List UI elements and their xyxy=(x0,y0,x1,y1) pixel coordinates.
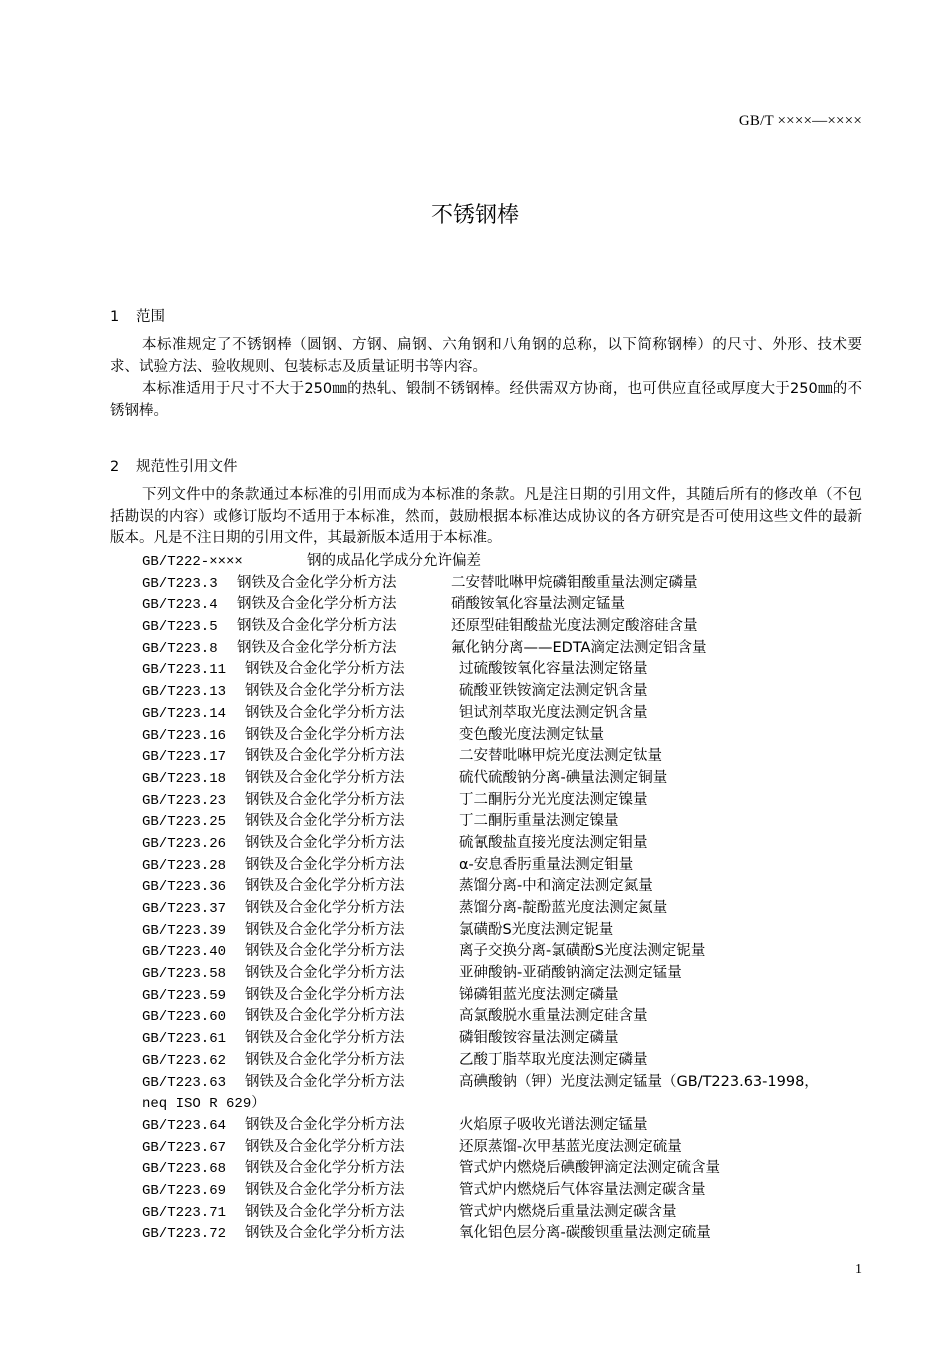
reference-method: 亚砷酸钠-亚硝酸钠滴定法测定锰量 xyxy=(459,965,682,982)
reference-code: GB/T223.3 xyxy=(142,575,218,592)
document-title: 不锈钢棒 xyxy=(430,203,519,228)
reference-item xyxy=(142,1137,862,1159)
reference-method: 氟化钠分离——EDTA滴定法测定铝含量 xyxy=(451,639,707,656)
reference-series: 钢铁及合金化学分析方法 xyxy=(237,596,397,613)
reference-item xyxy=(142,963,862,985)
reference-method: 管式炉内燃烧后气体容量法测定碳含量 xyxy=(459,1181,706,1198)
reference-code: GB/T223.17 xyxy=(142,749,227,766)
reference-series: 钢铁及合金化学分析方法 xyxy=(245,1008,405,1025)
reference-method: 离子交换分离-氯磺酚S光度法测定铌量 xyxy=(459,943,706,960)
reference-series: 钢铁及合金化学分析方法 xyxy=(245,986,405,1003)
reference-item xyxy=(142,1115,862,1137)
reference-method: 管式炉内燃烧后碘酸钾滴定法测定硫含量 xyxy=(459,1160,720,1177)
reference-method: 二安替吡啉甲烷磷钼酸重量法测定磷量 xyxy=(451,574,698,591)
reference-item xyxy=(142,551,862,573)
reference-method: 硝酸铵氧化容量法测定锰量 xyxy=(451,596,625,613)
reference-method: 高碘酸钠（钾）光度法测定锰量（GB/T223.63-1998， xyxy=(459,1073,819,1090)
reference-series: 钢铁及合金化学分析方法 xyxy=(245,1073,405,1090)
reference-code: GB/T223.39 xyxy=(142,922,227,939)
reference-method: 高氯酸脱水重量法测定硅含量 xyxy=(459,1008,648,1025)
reference-method: 蒸馏分离-中和滴定法测定氮量 xyxy=(459,878,653,895)
reference-series: 钢铁及合金化学分析方法 xyxy=(245,900,405,916)
reference-code: GB/T223.4 xyxy=(142,597,218,614)
section-title: 范围 xyxy=(136,309,165,325)
reference-method: 硫酸亚铁铵滴定法测定钒含量 xyxy=(459,683,648,700)
reference-method: 丁二酮肟重量法测定镍量 xyxy=(459,813,619,830)
reference-code: GB/T223.64 xyxy=(142,1117,227,1134)
reference-item xyxy=(142,941,862,963)
reference-series: 钢铁及合金化学分析方法 xyxy=(245,1160,405,1177)
reference-item xyxy=(142,790,862,812)
reference-series: 钢铁及合金化学分析方法 xyxy=(245,683,405,700)
reference-code: GB/T223.71 xyxy=(142,1204,227,1221)
scope-paragraph-1: 本标准规定了不锈钢棒（圆钢、方钢、扁钢、六角钢和八角钢的总称，以下简称钢棒）的尺寸、外形、技术要求、试验方法、验收规则、包装标志及质量证明书等内容。 xyxy=(110,337,862,375)
reference-series: 钢铁及合金化学分析方法 xyxy=(245,1030,405,1047)
reference-item xyxy=(142,681,862,703)
reference-list xyxy=(142,551,862,573)
reference-code: GB/T223.59 xyxy=(142,987,227,1004)
reference-series: 钢铁及合金化学分析方法 xyxy=(245,1116,405,1133)
reference-item xyxy=(142,768,862,790)
reference-code: GB/T222-×××× xyxy=(142,554,243,570)
reference-code: GB/T223.13 xyxy=(142,684,227,701)
reference-code: GB/T223.60 xyxy=(142,1009,227,1026)
reference-method: 还原蒸馏-次甲基蓝光度法测定硫量 xyxy=(459,1138,682,1155)
reference-item xyxy=(142,1050,862,1072)
reference-item xyxy=(142,898,862,920)
reference-series: 钢铁及合金化学分析方法 xyxy=(245,1225,405,1242)
reference-code: GB/T223.26 xyxy=(142,835,227,852)
reference-series: 钢铁及合金化学分析方法 xyxy=(245,769,405,786)
reference-item xyxy=(142,746,862,768)
reference-series: 钢铁及合金化学分析方法 xyxy=(245,1138,405,1155)
reference-item xyxy=(142,833,862,855)
reference-method: 硫代硫酸钠分离-碘量法测定铜量 xyxy=(459,769,668,786)
reference-series: 钢铁及合金化学分析方法 xyxy=(245,921,405,938)
reference-series: 钢铁及合金化学分析方法 xyxy=(245,813,405,830)
section-number: 2 xyxy=(110,459,120,475)
reference-method: 过硫酸铵氧化容量法测定铬量 xyxy=(459,661,648,678)
reference-code: GB/T223.28 xyxy=(142,857,227,874)
reference-method: 钽试剂萃取光度法测定钒含量 xyxy=(459,704,648,721)
reference-item xyxy=(142,876,862,898)
reference-continuation: neq ISO R 629） xyxy=(142,1096,266,1113)
reference-series: 钢铁及合金化学分析方法 xyxy=(245,878,405,895)
reference-series: 钢铁及合金化学分析方法 xyxy=(245,1181,405,1198)
reference-method: 管式炉内燃烧后重量法测定碳含量 xyxy=(459,1203,677,1220)
reference-series: 钢铁及合金化学分析方法 xyxy=(245,791,405,808)
reference-code: GB/T223.36 xyxy=(142,879,227,896)
reference-method: 硫氰酸盐直接光度法测定钼量 xyxy=(459,834,648,851)
reference-code: GB/T223.16 xyxy=(142,727,227,744)
reference-method: 丁二酮肟分光光度法测定镍量 xyxy=(459,791,648,808)
scope-paragraph-2: 本标准适用于尺寸不大于250㎜的热轧、锻制不锈钢棒。经供需双方协商，也可供应直径或厚度大于250㎜的不锈钢棒。 xyxy=(110,381,862,419)
reference-item xyxy=(142,1072,862,1094)
reference-item xyxy=(142,811,862,833)
reference-series: 钢铁及合金化学分析方法 xyxy=(237,618,397,635)
reference-item xyxy=(142,659,862,681)
standard-code-header: GB/T ××××—×××× xyxy=(738,113,862,129)
reference-method: 乙酸丁脂萃取光度法测定磷量 xyxy=(459,1051,648,1068)
reference-item xyxy=(142,920,862,942)
reference-item xyxy=(142,616,862,638)
reference-code: GB/T223.37 xyxy=(142,901,227,917)
reference-code: GB/T223.25 xyxy=(142,814,227,831)
reference-method: 变色酸光度法测定钛量 xyxy=(459,726,604,743)
reference-code: GB/T223.5 xyxy=(142,619,218,636)
reference-item xyxy=(142,1028,862,1050)
reference-item xyxy=(142,725,862,747)
reference-item xyxy=(142,638,862,660)
reference-code: GB/T223.63 xyxy=(142,1074,227,1091)
reference-series: 钢铁及合金化学分析方法 xyxy=(245,1051,405,1068)
reference-item xyxy=(142,1223,862,1245)
reference-item xyxy=(142,594,862,616)
reference-series: 钢铁及合金化学分析方法 xyxy=(237,574,397,591)
normative-intro-paragraph: 下列文件中的条款通过本标准的引用而成为本标准的条款。凡是注日期的引用文件，其随后所有的修改单（不包括勘误的内容）或修订版均不适用于本标准，然而，鼓励根据本标准达成协议的各方研究是否可使用这些文件的最新版本。凡是不注日期的引用文件，其最新版本适用于本标准。 xyxy=(110,487,862,547)
reference-code: GB/T223.14 xyxy=(142,705,227,722)
reference-code: GB/T223.8 xyxy=(142,640,218,657)
reference-item xyxy=(142,855,862,877)
reference-code: GB/T223.72 xyxy=(142,1226,227,1243)
reference-item xyxy=(142,1202,862,1224)
reference-series: 钢铁及合金化学分析方法 xyxy=(245,1203,405,1220)
reference-method: 火焰原子吸收光谱法测定锰量 xyxy=(459,1116,648,1133)
reference-series: 钢铁及合金化学分析方法 xyxy=(245,834,405,851)
reference-series: 钢铁及合金化学分析方法 xyxy=(245,748,405,765)
reference-series: 钢铁及合金化学分析方法 xyxy=(245,856,405,873)
section-title: 规范性引用文件 xyxy=(136,459,238,475)
reference-series: 钢铁及合金化学分析方法 xyxy=(245,965,405,982)
reference-method: 锑磷钼蓝光度法测定磷量 xyxy=(459,986,619,1003)
reference-code: GB/T223.61 xyxy=(142,1031,227,1048)
reference-series: 钢铁及合金化学分析方法 xyxy=(245,661,405,678)
reference-item xyxy=(142,1093,862,1115)
reference-item xyxy=(142,985,862,1007)
reference-item xyxy=(142,573,862,595)
section-heading-normative xyxy=(110,455,238,476)
reference-item xyxy=(142,1180,862,1202)
reference-series: 钢铁及合金化学分析方法 xyxy=(245,726,405,743)
reference-method: 氧化铝色层分离-碳酸钡重量法测定硫量 xyxy=(459,1225,711,1242)
reference-method: 氯磺酚S光度法测定铌量 xyxy=(459,921,614,938)
reference-code: GB/T223.40 xyxy=(142,944,227,961)
reference-code: GB/T223.23 xyxy=(142,792,227,809)
reference-series: 钢铁及合金化学分析方法 xyxy=(237,639,397,656)
reference-code: GB/T223.68 xyxy=(142,1161,227,1178)
reference-code: GB/T223.62 xyxy=(142,1052,227,1069)
reference-code: GB/T223.69 xyxy=(142,1182,227,1199)
reference-item xyxy=(142,703,862,725)
reference-method: 磷钼酸铵容量法测定磷量 xyxy=(459,1030,619,1047)
page-number: 1 xyxy=(855,1262,862,1277)
reference-code: GB/T223.58 xyxy=(142,966,227,983)
reference-code: GB/T223.67 xyxy=(142,1139,227,1156)
reference-list-methods xyxy=(142,573,862,1245)
reference-item xyxy=(142,1158,862,1180)
reference-method: α-安息香肟重量法测定钼量 xyxy=(459,856,634,873)
reference-title: 钢的成品化学成分允许偏差 xyxy=(307,553,481,569)
section-number: 1 xyxy=(110,309,120,325)
reference-method: 还原型硅钼酸盐光度法测定酸溶硅含量 xyxy=(451,618,698,635)
reference-code: GB/T223.11 xyxy=(142,662,227,679)
reference-item xyxy=(142,1006,862,1028)
section-heading-scope xyxy=(110,305,165,326)
reference-method: 二安替吡啉甲烷光度法测定钛量 xyxy=(459,748,662,765)
reference-code: GB/T223.18 xyxy=(142,770,227,787)
reference-method: 蒸馏分离-靛酚蓝光度法测定氮量 xyxy=(459,900,668,916)
reference-series: 钢铁及合金化学分析方法 xyxy=(245,943,405,960)
reference-series: 钢铁及合金化学分析方法 xyxy=(245,704,405,721)
